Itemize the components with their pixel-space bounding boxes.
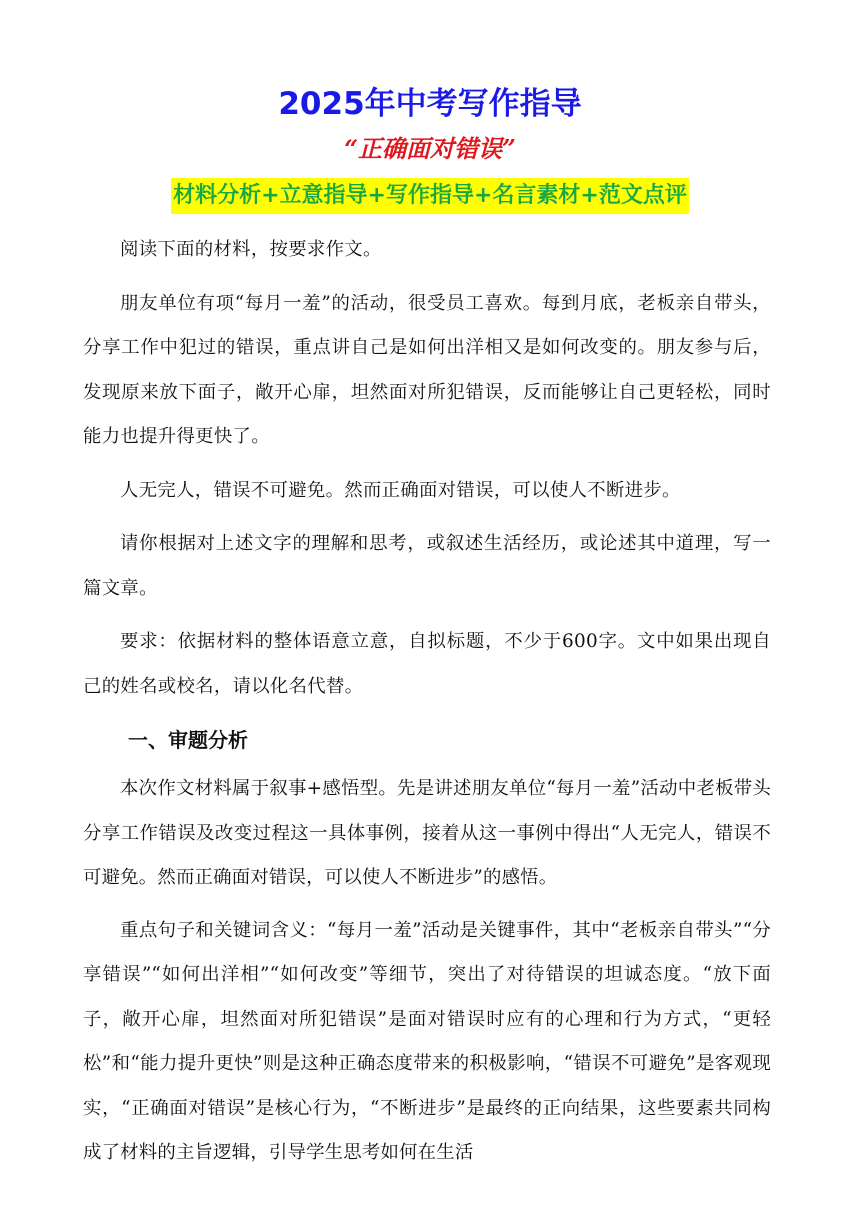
analysis-paragraph-1: 本次作文材料属于叙事+感悟型。先是讲述朋友单位“每月一羞”活动中老板带头分享工作错误及改变过程这一具体事例，接着从这一事例中得出“人无完人，错误不可避免。然而正确面对错误，可以使人不断进步”的感悟。	[83, 778, 771, 888]
section-heading-analysis: 一、审题分析	[128, 728, 248, 752]
highlight-banner: 材料分析+立意指导+写作指导+名言素材+范文点评	[171, 178, 689, 214]
document-subtitle: “正确面对错误”	[344, 134, 516, 163]
material-paragraph-2: 人无完人，错误不可避免。然而正确面对错误，可以使人不断进步。	[120, 479, 681, 501]
material-requirements: 要求：依据材料的整体语意立意，自拟标题，不少于600字。文中如果出现自己的姓名或校名，请以化名代替。	[83, 631, 771, 697]
document-body	[83, 228, 771, 1184]
highlight-banner-row	[0, 178, 860, 214]
analysis-paragraph-2: 重点句子和关键词含义：“每月一羞”活动是关键事件，其中“老板亲自带头”“分享错误”“如何出洋相”“如何改变”等细节，突出了对待错误的坦诚态度。“放下面子，敞开心扉，坦然面对所犯错误”是面对错误时应有的心理和行为方式，“更轻松”和“能力提升更快”则是这种正确态度带来的积极影响，“错误不可避免”是客观现实，“正确面对错误”是核心行为，“不断进步”是最终的正向结果，这些要素共同构成了材料的主旨逻辑，引导学生思考如何在生活	[83, 919, 771, 1163]
document-title: 2025年中考写作指导	[278, 86, 582, 122]
material-intro: 阅读下面的材料，按要求作文。	[120, 239, 382, 260]
material-paragraph-1: 朋友单位有项“每月一羞”的活动，很受员工喜欢。每到月底，老板亲自带头，分享工作中犯过的错误，重点讲自己是如何出洋相又是如何改变的。朋友参与后，发现原来放下面子，敞开心扉，坦然面对所犯错误，反而能够让自己更轻松，同时能力也提升得更快了。	[83, 292, 771, 447]
material-paragraph-3: 请你根据对上述文字的理解和思考，或叙述生活经历，或论述其中道理，写一篇文章。	[83, 533, 771, 599]
